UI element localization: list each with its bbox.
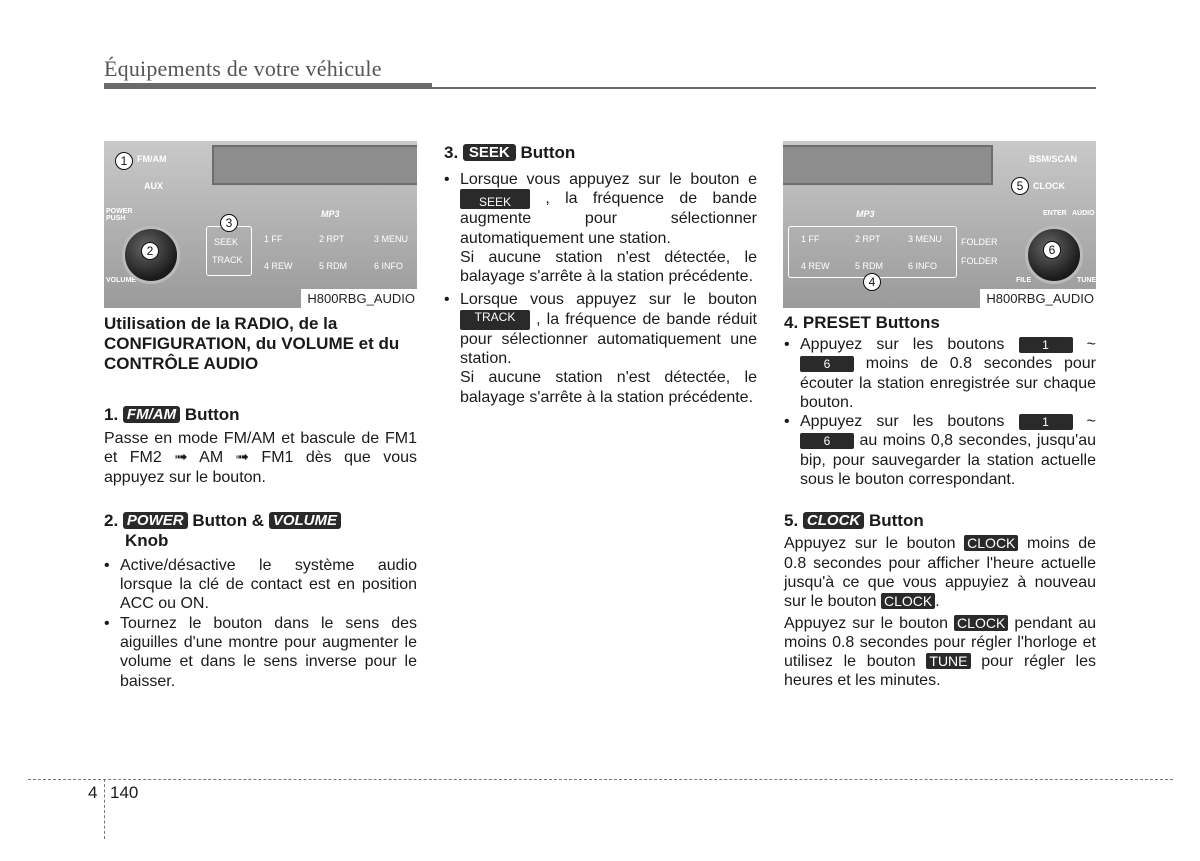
clock-key: CLOCK [964,535,1018,551]
seek-key-label: SEEK [214,237,239,247]
clock1-text-c: . [935,593,940,611]
photo-caption: H800RBG_AUDIO [980,289,1096,308]
track-text-pre: Lorsque vous appuyez sur le bouton [460,291,757,309]
mp3-label: MP3 [321,209,340,219]
bullet-preset-save [784,412,1096,489]
aux-label: AUX [144,181,164,191]
section-number: 4 [88,783,98,802]
preset-2: 2 RPT [855,234,881,244]
preset-heading: 4. PRESET Buttons [784,313,940,332]
track-note: Si aucune station n'est détectée, le balayage s'arrête à la station précédente. [460,369,757,406]
volume-badge: VOLUME [269,512,341,529]
folder-up-label: FOLDER [961,237,998,247]
clock-key: CLOCK [954,615,1008,631]
clock1-text-b: moins de 0.8 secondes pour afficher l'heure actuelle jusqu'à ce que vous appuyiez à nouveau sur le bouton [784,535,1097,611]
fmam-heading [104,405,417,425]
preset2-text-post: au moins 0,8 secondes, jusqu'au bip, pour sauvegarder la station actuelle sous le bouton correspondant. [800,432,1096,489]
clock-para-2 [784,614,1096,691]
clock1-text-a: Appuyez sur le bouton [784,535,956,553]
seek-track-frame [206,226,252,276]
folder-down-label: FOLDER [961,256,998,266]
preset2-text-pre: Appuyez sur les boutons [800,413,1005,431]
key-6: 6 [800,433,854,449]
clock-label: CLOCK [1033,181,1065,191]
clock2-text-a: Appuyez sur le bouton [784,614,948,632]
clock2-text-b: pendant au moins 0.8 secondes pour régler l'horloge et utilisez le bouton [784,614,1096,671]
volume-label: VOLUME [106,277,136,284]
radio-photo-left [104,141,417,308]
preset-2: 2 RPT [319,234,345,244]
preset-6: 6 INFO [908,261,938,271]
enter-label: ENTER [1043,210,1067,217]
seek-key: SEEK [460,189,530,209]
preset-4: 4 REW [264,261,293,271]
preset-3: 3 MENU [374,234,409,244]
key-1: 1 [1019,414,1073,430]
preset-6: 6 INFO [374,261,404,271]
preset1-text-post: moins de 0.8 secondes pour écouter la station enregistrée sur chaque bouton. [800,355,1097,411]
track-key: TRACK [460,310,530,330]
footer-dashed-rule [28,779,1173,780]
power-heading [104,511,417,531]
radio-photo-right [783,141,1096,308]
clock-heading [784,511,1096,531]
radio-display [783,145,993,185]
fmam-label: FM/AM [137,154,167,164]
fmam-text: Passe en mode FM/AM et bascule de FM1 et FM2 ➟ AM ➟ FM1 dès que vous appuyez sur le bouton. [104,430,417,486]
radio-display [212,145,417,185]
bullet-volume: • Tournez le bouton dans le sens des aiguilles d'une montre pour augmenter le volume et dans le sens inverse pour le baisser. [104,614,417,691]
callout-3: 3 [220,214,238,232]
tilde: ~ [1086,336,1096,353]
fmam-badge: FM/AM [123,406,180,423]
bullet-power: • Active/désactive le système audio lorsque la clé de contact est en position ACC ou ON. [104,556,417,614]
seek-heading [444,143,757,163]
callout-6: 6 [1043,241,1061,259]
callout-1: 1 [115,152,133,170]
callout-4: 4 [863,273,881,291]
preset-1: 1 FF [264,234,283,244]
seek-text-pre: Lorsque vous appuyez sur le bouton e [460,171,757,188]
column-2 [444,143,757,407]
seek-badge: SEEK [463,144,516,161]
preset1-text-pre: Appuyez sur les boutons [800,336,1005,353]
seek-note: Si aucune station n'est détectée, le balayage s'arrête à la station précédente. [460,248,757,286]
key-6: 6 [800,356,854,372]
footer-vertical-rule [104,779,105,839]
file-label: FILE [1016,277,1032,284]
header-rule-thin [432,87,1096,89]
preset-3: 3 MENU [908,234,943,244]
tune-key: TUNE [926,653,970,669]
knob-word: Knob [125,530,169,550]
button-word: Button [868,511,924,531]
clock-badge: CLOCK [803,512,864,529]
clock-para-1 [784,534,1096,611]
section-number: 2. [104,510,119,530]
section-heading: Utilisation de la RADIO, de la CONFIGURATION, du VOLUME et du CONTRÔLE AUDIO [104,314,400,373]
preset-5: 5 RDM [855,261,884,271]
preset-5: 5 RDM [319,261,348,271]
section-number: 5. [784,511,799,531]
column-3 [784,313,1096,691]
button-word: Button [520,143,576,162]
track-key-label: TRACK [212,255,243,265]
seek-text-post: , la fréquence de bande augmente pour sélectionner automatiquement une station. [460,190,757,247]
tune-label: TUNE [1077,277,1096,284]
preset-1: 1 FF [801,234,820,244]
preset-4: 4 REW [801,261,830,271]
power-badge: POWER [123,512,188,529]
tilde: ~ [1086,413,1096,431]
page-header-title: Équipements de votre véhicule [104,56,382,81]
power-label: POWER PUSH [106,208,133,222]
track-text-post: , la fréquence de bande réduit pour sélectionner automatiquement une station. [460,311,757,368]
callout-2: 2 [141,242,159,260]
section-number: 3. [444,143,459,162]
bsm-scan-label: BSM/SCAN [1029,154,1078,164]
button-word: Button [184,405,240,424]
bullet-preset-listen [784,335,1096,412]
key-1: 1 [1019,337,1073,353]
header-rule-thick [104,83,432,89]
callout-5: 5 [1011,177,1029,195]
section-number: 1. [104,405,119,424]
bullet-track [444,290,757,368]
clock-key: CLOCK [881,593,935,609]
bullet-seek [444,170,757,248]
photo-caption: H800RBG_AUDIO [301,289,417,308]
column-1 [104,314,417,691]
audio-label: AUDIO [1072,210,1095,217]
button-and: Button & [192,510,265,530]
page-number: 140 [110,783,139,802]
mp3-label: MP3 [856,209,875,219]
clock2-text-c: pour régler les heures et les minutes. [784,653,1096,690]
